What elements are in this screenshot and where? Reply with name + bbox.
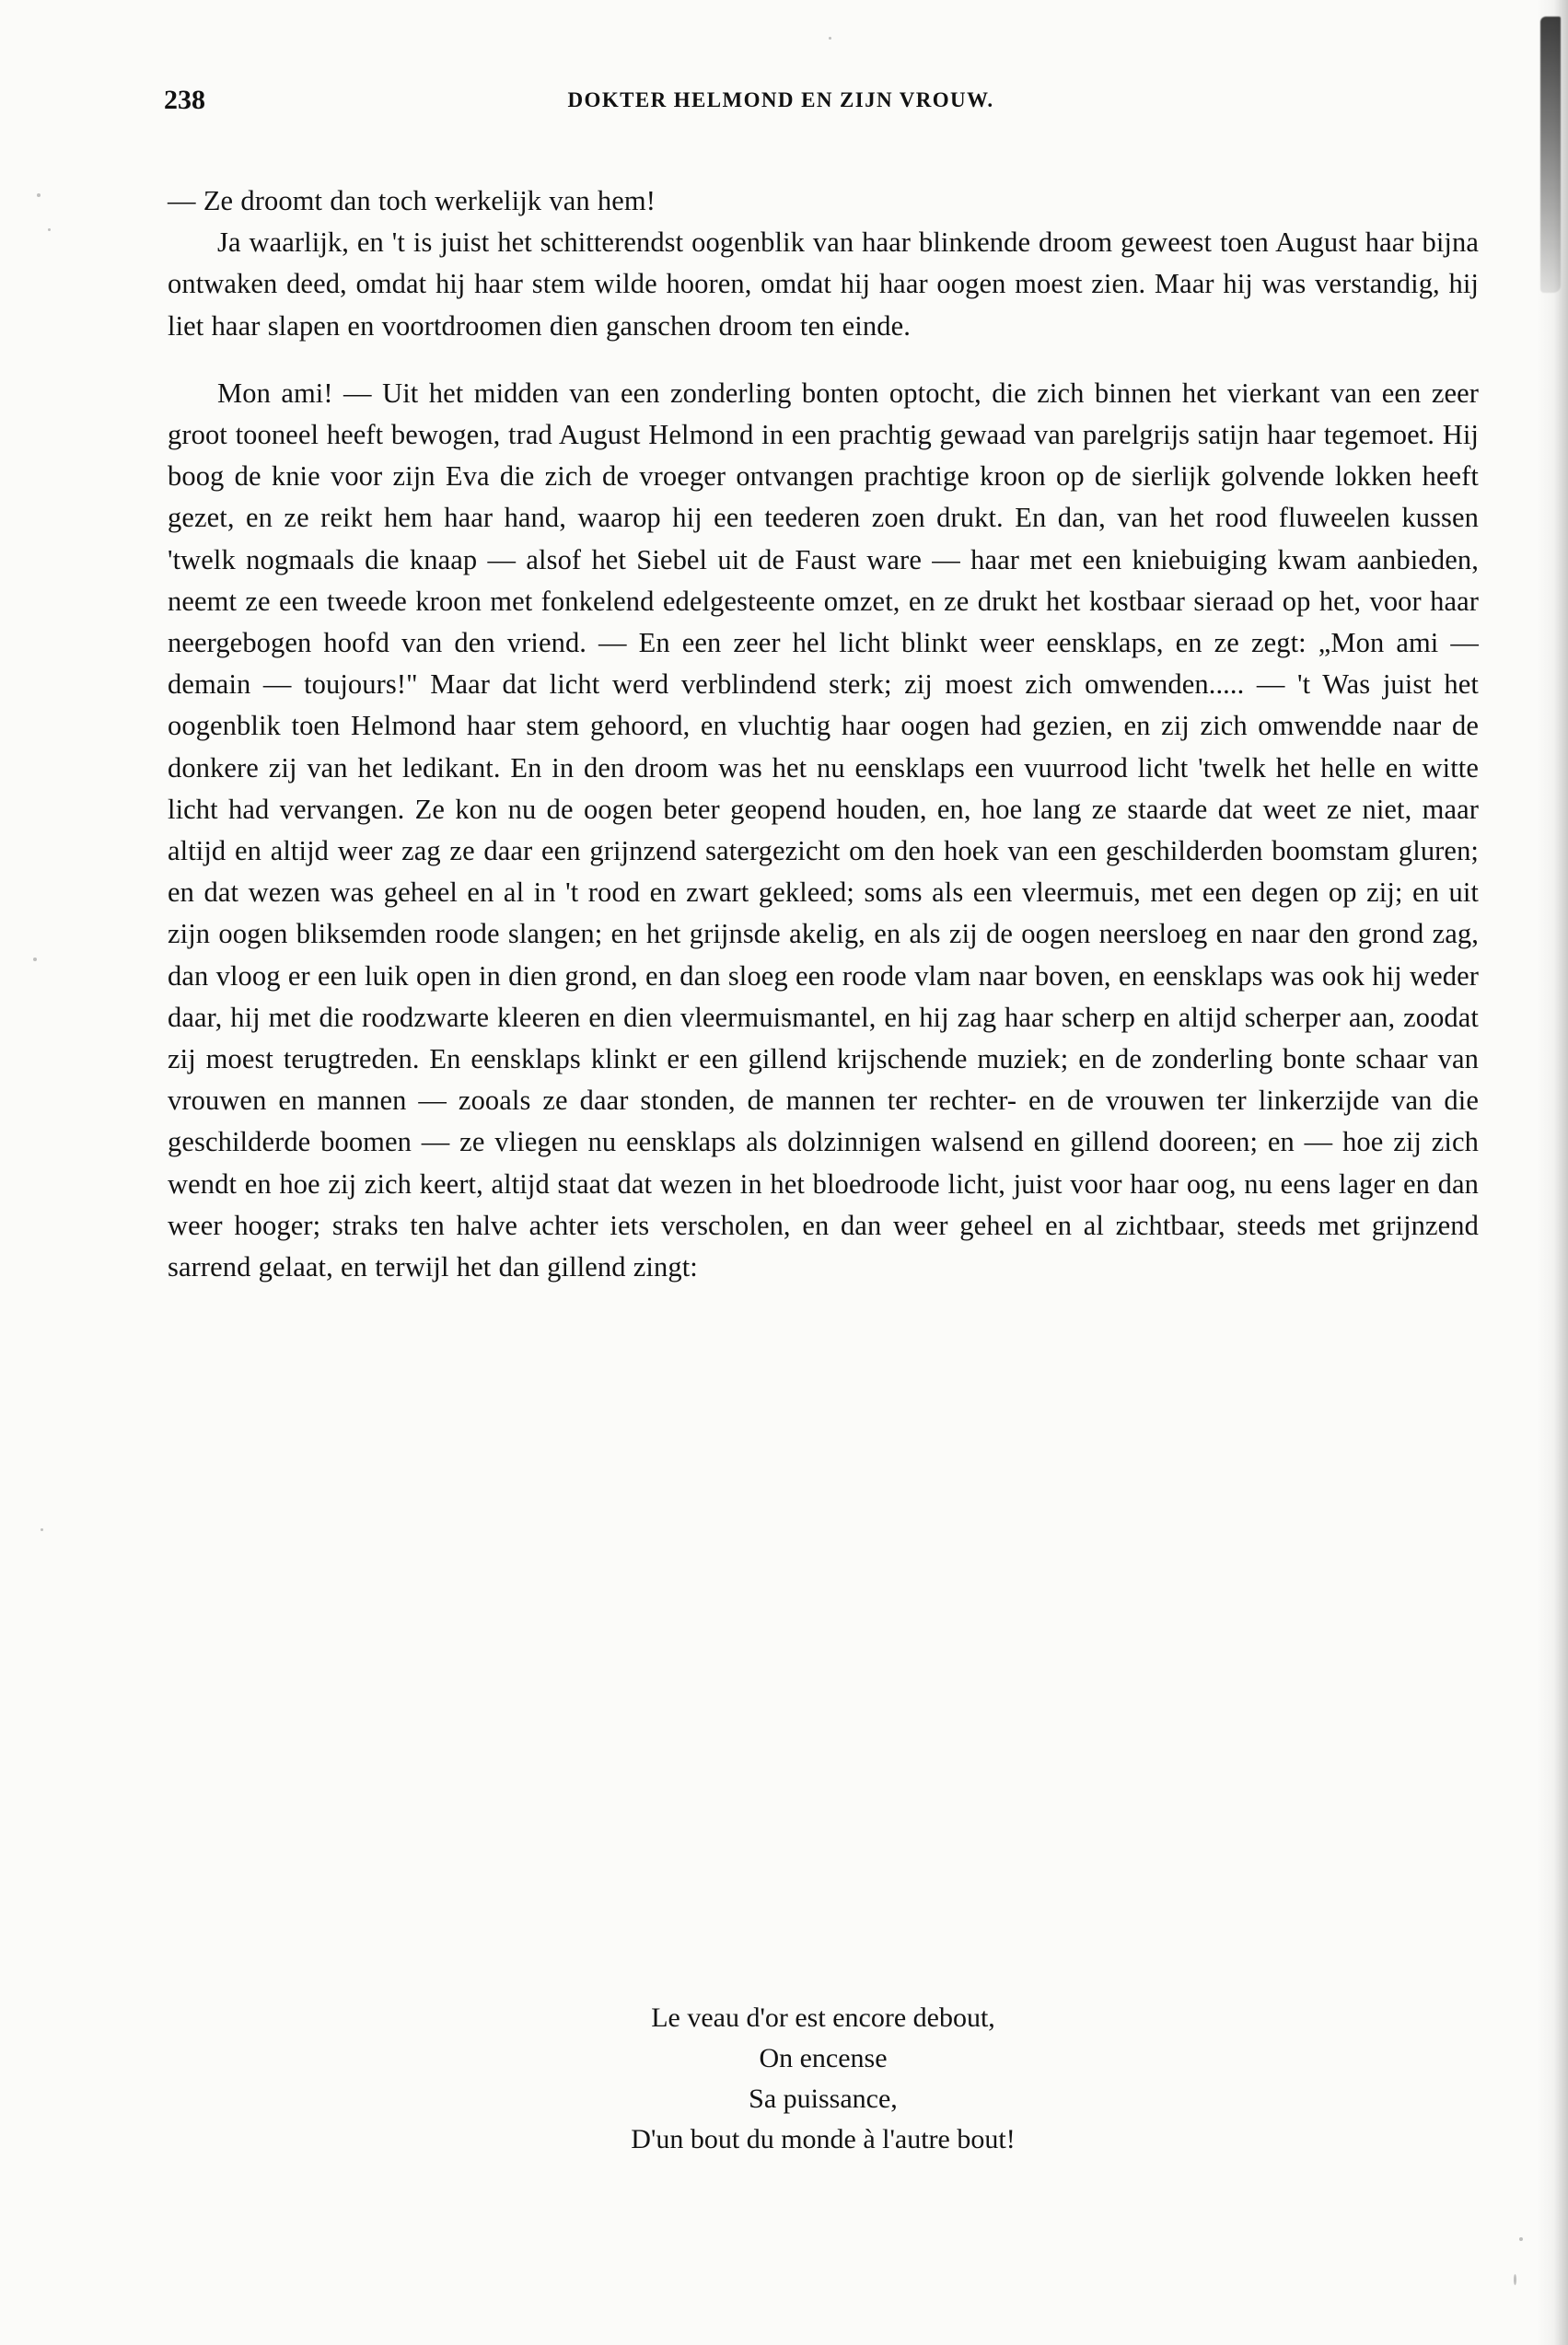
verse-line: D'un bout du monde à l'autre bout! xyxy=(631,2124,1016,2154)
paragraph xyxy=(168,180,1479,347)
running-title: DOKTER HELMOND EN ZIJN VROUW. xyxy=(567,88,994,111)
scan-speck xyxy=(48,228,51,231)
verse-line: On encense xyxy=(759,2043,888,2073)
paragraph-line: — Ze droomt dan toch werkelijk van hem! xyxy=(168,185,656,216)
paragraph: Mon ami! — Uit het midden van een zonderling bonten optocht, die zich binnen het vierkant van een zeer groot tooneel heeft bewogen, trad August Helmond in een prachtig gewaad van parelgrijs satijn haar tegemoet. Hij boog de knie voor zijn Eva die zich de vroeger ontvangen prachtige kroon op de sierlijk golvende lokken heeft gezet, en ze reikt hem haar hand, waarop hij een teederen zoen drukt. En dan, van het rood fluweelen kussen 'twelk nogmaals die knaap — alsof het Siebel uit de Faust ware — haar met een kniebuiging kwam aanbieden, neemt ze een tweede kroon met fonkelend edelgesteente omzet, en ze drukt het kostbaar sieraad op het, voor haar neergebogen hoofd van den vriend. — En een zeer hel licht blinkt weer eensklaps, en ze zegt: „Mon ami — demain — toujours!" Maar dat licht werd verblindend sterk; zij moest zich omwenden..... — 't Was juist het oogenblik toen Helmond haar stem gehoord, en vluchtig haar oogen had gezien, en zij zich omwendde naar de donkere zij van het ledikant. En in den droom was het nu eensklaps een vuurrood licht 'twelk het helle en witte licht had vervangen. Ze kon nu de oogen beter geopend houden, en, hoe lang ze staarde dat weet ze niet, maar altijd en altijd weer zag ze daar een grijnzend satergezicht om den hoek van een geschilderden boomstam gluren; en dat wezen was geheel en al in 't rood en zwart gekleed; soms als een vleermuis, met een degen op zij; en uit zijn oogen bliksemden roode slangen; en het grijnsde akelig, en als zij de oogen neersloeg en naar den grond zag, dan vloog er een luik open in dien grond, en dan sloeg een roode vlam naar boven, en eensklaps was ook hij weder daar, hij met die roodzwarte kleeren en dien vleermuismantel, en hij zag haar scherp en altijd scherper aan, zoodat zij moest terugtreden. En eensklaps klinkt er een gillend krijschende muziek; en de zonderling bonte schaar van vrouwen en mannen — zooals ze daar stonden, de mannen ter rechter- en de vrouwen ter linkerzijde van die geschilderde boomen — ze vliegen nu eensklaps als dolzinnigen walsend en gillend dooreen; en — hoe zij zich wendt en hoe zij zich keert, altijd staat dat wezen in het bloedroode licht, juist voor haar oog, nu eens lager en dan weer hooger; straks ten halve achter iets verscholen, en dan weer geheel en al zichtbaar, steeds met grijnzend sarrend gelaat, en terwijl het dan gillend zingt: xyxy=(168,377,1479,1283)
scan-speck xyxy=(829,37,831,40)
scan-speck xyxy=(37,193,41,197)
verse-block xyxy=(168,1998,1479,2160)
scan-speck xyxy=(41,1528,43,1531)
page-header xyxy=(164,85,1398,122)
scan-speck xyxy=(33,958,37,961)
scan-artifact xyxy=(1540,17,1561,293)
paragraph-line: Ja waarlijk, en 't is juist het schitterendst oogenblik van haar blinkende droom geweest toen August haar bijna ontwaken deed, omdat hij haar stem wilde hooren, omdat hij haar oogen moest zien. Maar hij was verstandig, hij liet haar slapen en voortdroomen dien ganschen droom ten einde. xyxy=(168,226,1479,342)
verse-line: Le veau d'or est encore debout, xyxy=(651,2003,995,2033)
body-text xyxy=(168,180,1479,1288)
page-number: 238 xyxy=(164,85,205,115)
scan-edge-shadow xyxy=(1537,0,1568,2345)
verse-line: Sa puissance, xyxy=(749,2084,898,2114)
scan-speck xyxy=(1519,2237,1523,2241)
scan-speck xyxy=(1514,2274,1516,2285)
